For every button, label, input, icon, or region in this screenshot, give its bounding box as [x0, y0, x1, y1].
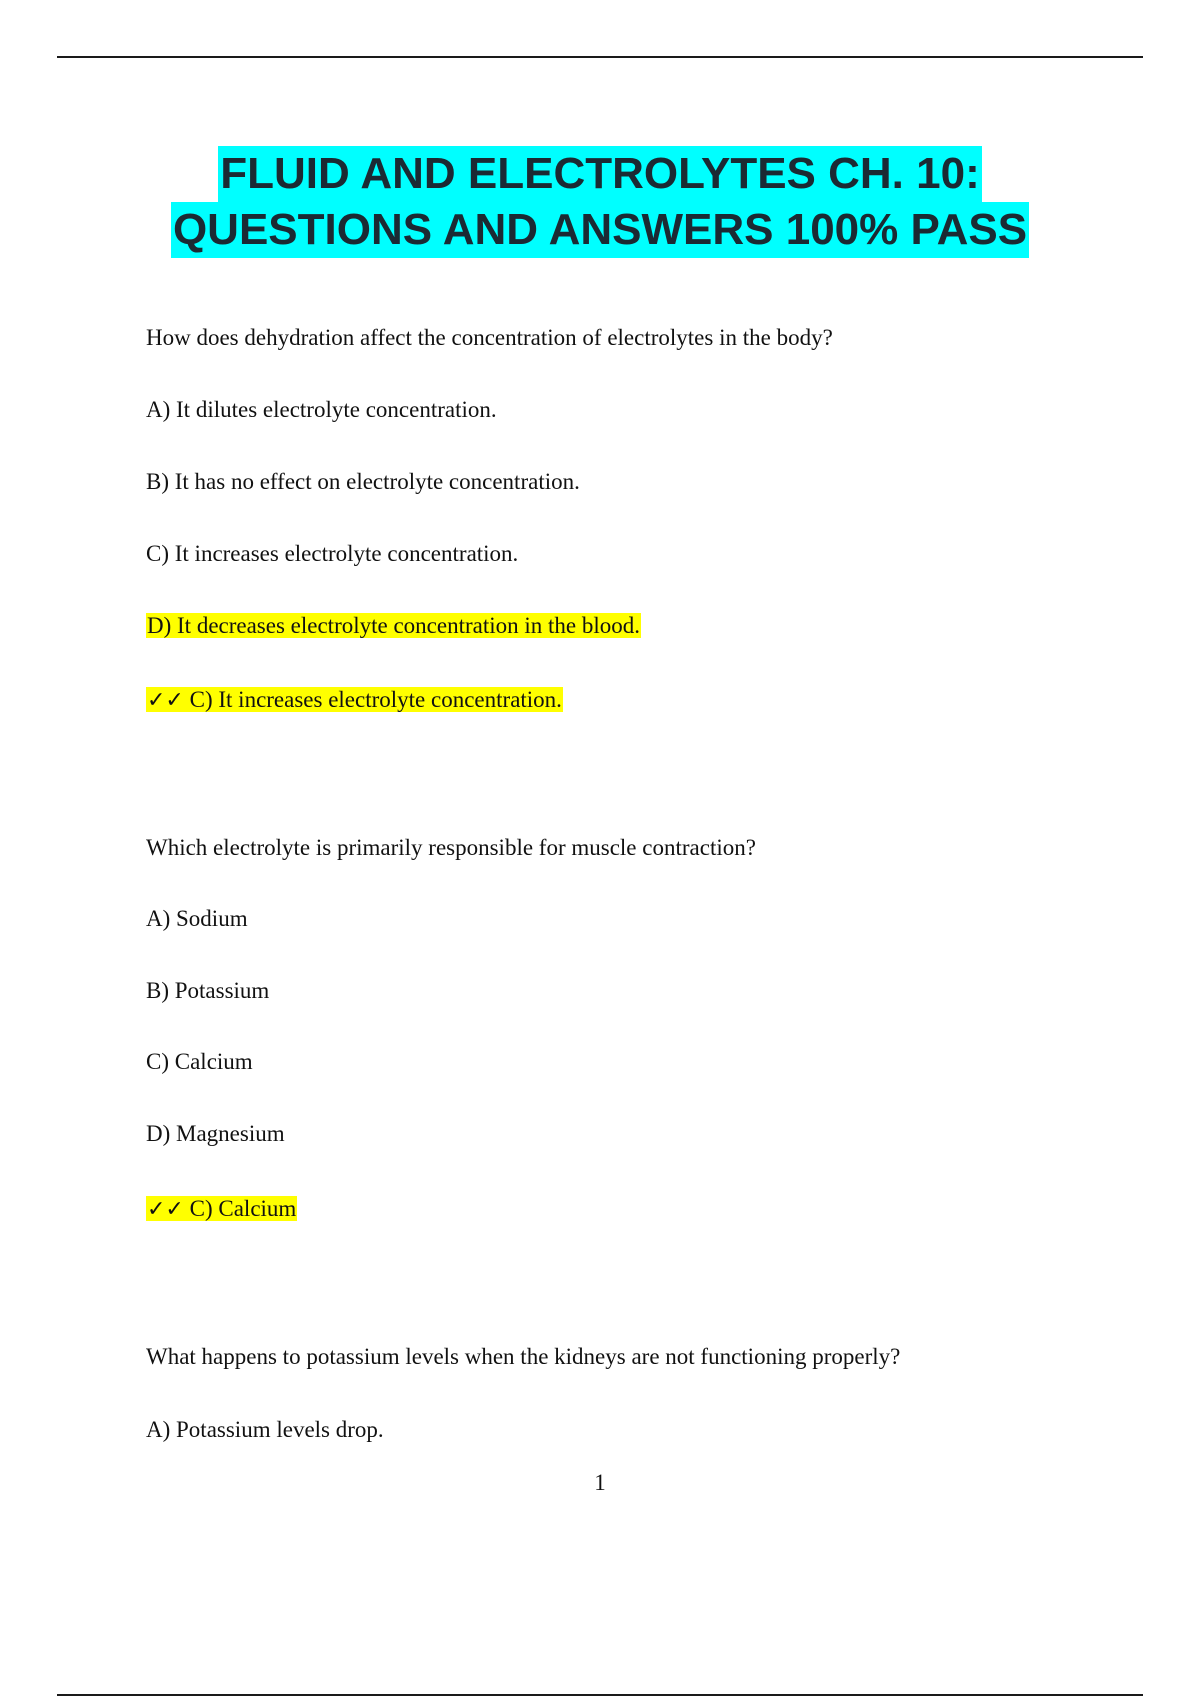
- question-3: What happens to potassium levels when the kidneys are not functioning properly?: [146, 1344, 901, 1369]
- question-1-option-d-text: D) It decreases electrolyte concentration in the blood.: [147, 613, 641, 638]
- question-1-option-d: [146, 612, 641, 640]
- question-1-answer: [146, 686, 563, 715]
- question-1-option-b: B) It has no effect on electrolyte concentration.: [146, 469, 580, 494]
- title-line-2: QUESTIONS AND ANSWERS 100% PASS: [171, 202, 1029, 258]
- question-1: How does dehydration affect the concentration of electrolytes in the body?: [146, 325, 833, 350]
- question-2-option-c: C) Calcium: [146, 1049, 253, 1074]
- question-1-answer-text: C) It increases electrolyte concentration.: [189, 687, 562, 712]
- question-1-option-a: A) It dilutes electrolyte concentration.: [146, 397, 497, 422]
- checkmark-icon: ✓✓: [147, 688, 184, 713]
- document-title: [0, 146, 1200, 258]
- question-3-option-a: A) Potassium levels drop.: [146, 1417, 384, 1442]
- question-2-option-d: D) Magnesium: [146, 1121, 285, 1146]
- question-2: Which electrolyte is primarily responsible for muscle contraction?: [146, 835, 756, 860]
- checkmark-icon: ✓✓: [147, 1197, 184, 1222]
- question-2-answer: [146, 1195, 297, 1224]
- question-2-option-a: A) Sodium: [146, 906, 248, 931]
- bottom-rule: [57, 1694, 1143, 1696]
- question-2-option-b: B) Potassium: [146, 978, 270, 1003]
- page-number: 1: [594, 1470, 606, 1495]
- question-1-option-c: C) It increases electrolyte concentration.: [146, 541, 519, 566]
- top-rule: [57, 56, 1143, 58]
- title-line-1: FLUID AND ELECTROLYTES CH. 10:: [218, 146, 981, 202]
- question-2-answer-text: C) Calcium: [189, 1196, 297, 1221]
